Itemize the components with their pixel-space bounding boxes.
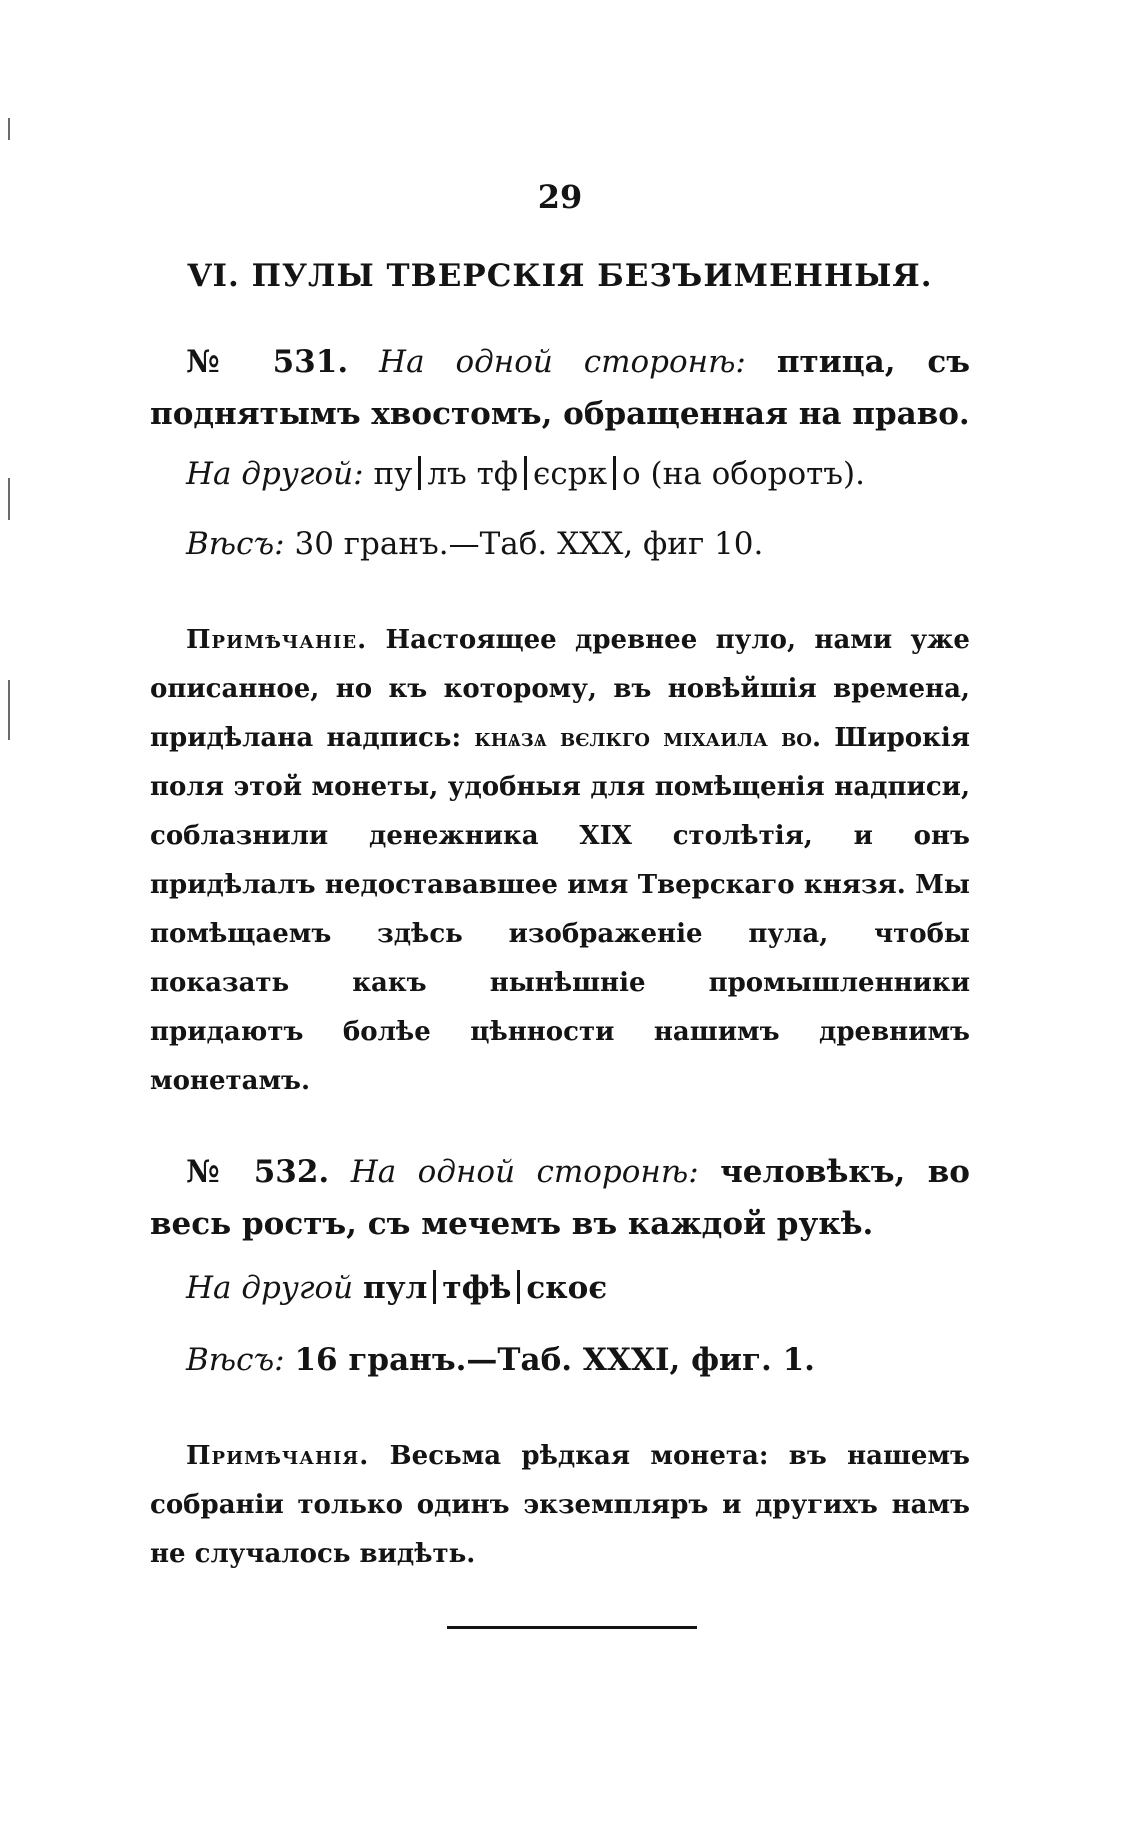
note-532 (150, 1432, 970, 1579)
entry-532-inscription-part-3: скоє (526, 1270, 608, 1306)
entry-532-side-label: На одной сторонѣ: (350, 1154, 699, 1190)
entry-532-number: № 532. (186, 1154, 330, 1190)
entry-531-side-label: На одной сторонѣ: (379, 344, 746, 380)
entry-531-weight (186, 526, 763, 562)
inscription-divider (613, 456, 616, 490)
entry-532-weight (186, 1342, 815, 1378)
section-title: VI. ПУЛЫ ТВЕРСКІЯ БЕЗЪИМЕННЫЯ. (187, 258, 933, 294)
margin-scan-mark-lower (8, 680, 10, 740)
note-532-text: Весьма рѣдкая монета: въ нашемъ собраніи только одинъ экземпляръ и другихъ намъ не случалось видѣть. (150, 1441, 970, 1569)
entry-531-reverse (186, 456, 865, 492)
entry-531-reverse-note: (на оборотъ). (650, 456, 865, 492)
margin-scan-mark-middle (8, 478, 10, 520)
closing-rule (447, 1626, 697, 1629)
inscription-divider (418, 456, 421, 490)
inscription-divider (517, 1270, 520, 1304)
entry-532-inscription-part-1: пул (363, 1270, 428, 1306)
note-531-label: Примѣчаніе. (186, 625, 368, 655)
entry-531-number: № 531. (186, 344, 349, 380)
entry-531-inscription-part-2: лъ тф (427, 456, 519, 492)
entry-532-weight-label: Вѣсъ: (186, 1342, 285, 1378)
entry-531-obverse-text: птица, съ поднятымъ хвостомъ, обращенная на право. (150, 344, 970, 432)
entry-531-weight-label: Вѣсъ: (186, 526, 285, 562)
entry-532-reverse (186, 1270, 607, 1306)
entry-531-description (150, 336, 970, 440)
inscription-divider (524, 456, 527, 490)
entry-532-inscription-part-2: тфѣ (442, 1270, 512, 1306)
entry-531-inscription-part-4: о (622, 456, 641, 492)
entry-532-obverse-text: человѣкъ, во весь ростъ, съ мечемъ въ каждой рукѣ. (150, 1154, 970, 1242)
page-number: 29 (537, 178, 583, 216)
note-532-label: Примѣчанія. (186, 1441, 370, 1471)
inscription-divider (433, 1270, 436, 1304)
note-531-text-part-2: Широкія поля этой монеты, удобныя для помѣщенія надписи, соблазнили денежника XIX столѣтія, и онъ придѣлалъ недостававшее имя Тверскаго князя. Мы помѣщаемъ здѣсь изображеніе пула, чтобы показать какъ нынѣшніе промышленники придаютъ болѣе цѣнности нашимъ древнимъ монетамъ. (150, 723, 970, 1096)
entry-531-weight-text: 30 гранъ.—Таб. XXX, фиг 10. (294, 526, 764, 562)
entry-531-reverse-label: На другой: (186, 456, 364, 492)
note-531-text-part-1: Настоящее древнее пуло, нами уже описанное, но къ которому, въ новѣйшія времена, придѣлана надпись: (150, 625, 970, 753)
margin-scan-mark-top (8, 118, 10, 140)
note-531 (150, 616, 970, 1106)
entry-532-description (150, 1146, 970, 1250)
book-page (150, 0, 970, 1827)
entry-531-inscription-part-3: єсрк (533, 456, 607, 492)
entry-532-weight-text: 16 гранъ.—Таб. XXXI, фиг. 1. (294, 1342, 815, 1378)
note-531-inscription: кнѧзѧ вєлкго міхаила во. (474, 723, 822, 753)
entry-531-inscription-part-1: пу (373, 456, 413, 492)
entry-532-reverse-label: На другой (186, 1270, 354, 1306)
